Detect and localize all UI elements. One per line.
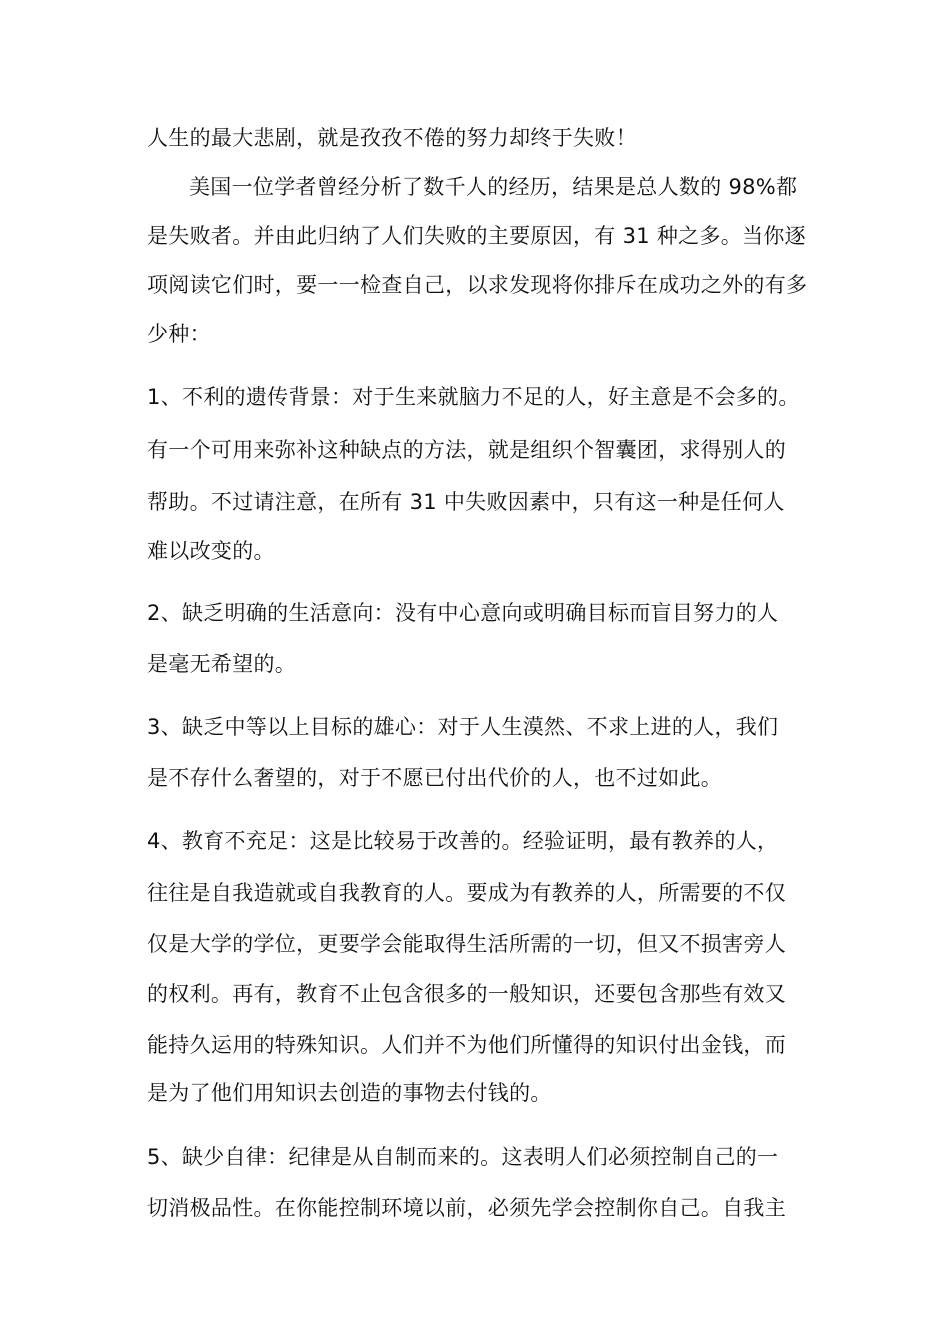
opening-line: 人生的最大悲剧，就是孜孜不倦的努力却终于失败！ — [147, 126, 637, 150]
item-1-line-4: 难以改变的。 — [147, 539, 275, 563]
intro-paragraph-line-3: 项阅读它们时，要一一检查自己，以求发现将你排斥在成功之外的有多 — [147, 273, 808, 297]
item-2-line-2: 是毫无希望的。 — [147, 652, 297, 676]
item-1-line-2: 有一个可用来弥补这种缺点的方法，就是组织个智囊团，求得别人的 — [147, 438, 786, 462]
item-3-line-2: 是不存什么奢望的，对于不愿已付出代价的人，也不过如此。 — [147, 766, 723, 790]
item-3-line-1: 3、缺乏中等以上目标的雄心：对于人生漠然、不求上进的人，我们 — [147, 715, 779, 739]
intro-paragraph-line-1: 美国一位学者曾经分析了数千人的经历，结果是总人数的 98%都 — [189, 175, 798, 199]
item-5-line-1: 5、缺少自律：纪律是从自制而来的。这表明人们必须控制自己的一 — [147, 1145, 779, 1169]
item-2-line-1: 2、缺乏明确的生活意向：没有中心意向或明确目标而盲目努力的人 — [147, 601, 779, 625]
intro-paragraph-line-2: 是失败者。并由此归纳了人们失败的主要原因，有 31 种之多。当你逐 — [147, 224, 806, 248]
item-1-line-3: 帮助。不过请注意，在所有 31 中失败因素中，只有这一种是任何人 — [147, 490, 785, 514]
item-4-line-6: 是为了他们用知识去创造的事物去付钱的。 — [147, 1081, 552, 1105]
item-4-line-4: 的权利。再有，教育不止包含很多的一般知识，还要包含那些有效又 — [147, 982, 786, 1006]
item-1-line-1: 1、不利的遗传背景：对于生来就脑力不足的人，好主意是不会多的。 — [147, 385, 800, 409]
item-4-line-3: 仅是大学的学位，更要学会能取得生活所需的一切，但又不损害旁人 — [147, 932, 786, 956]
item-4-line-1: 4、教育不充足：这是比较易于改善的。经验证明，最有教养的人， — [147, 829, 779, 853]
item-4-line-2: 往往是自我造就或自我教育的人。要成为有教养的人，所需要的不仅 — [147, 881, 786, 905]
item-5-line-2: 切消极品性。在你能控制环境以前，必须先学会控制你自己。自我主 — [147, 1196, 786, 1220]
intro-paragraph-line-4: 少种： — [147, 322, 211, 346]
item-4-line-5: 能持久运用的特殊知识。人们并不为他们所懂得的知识付出金钱，而 — [147, 1033, 786, 1057]
